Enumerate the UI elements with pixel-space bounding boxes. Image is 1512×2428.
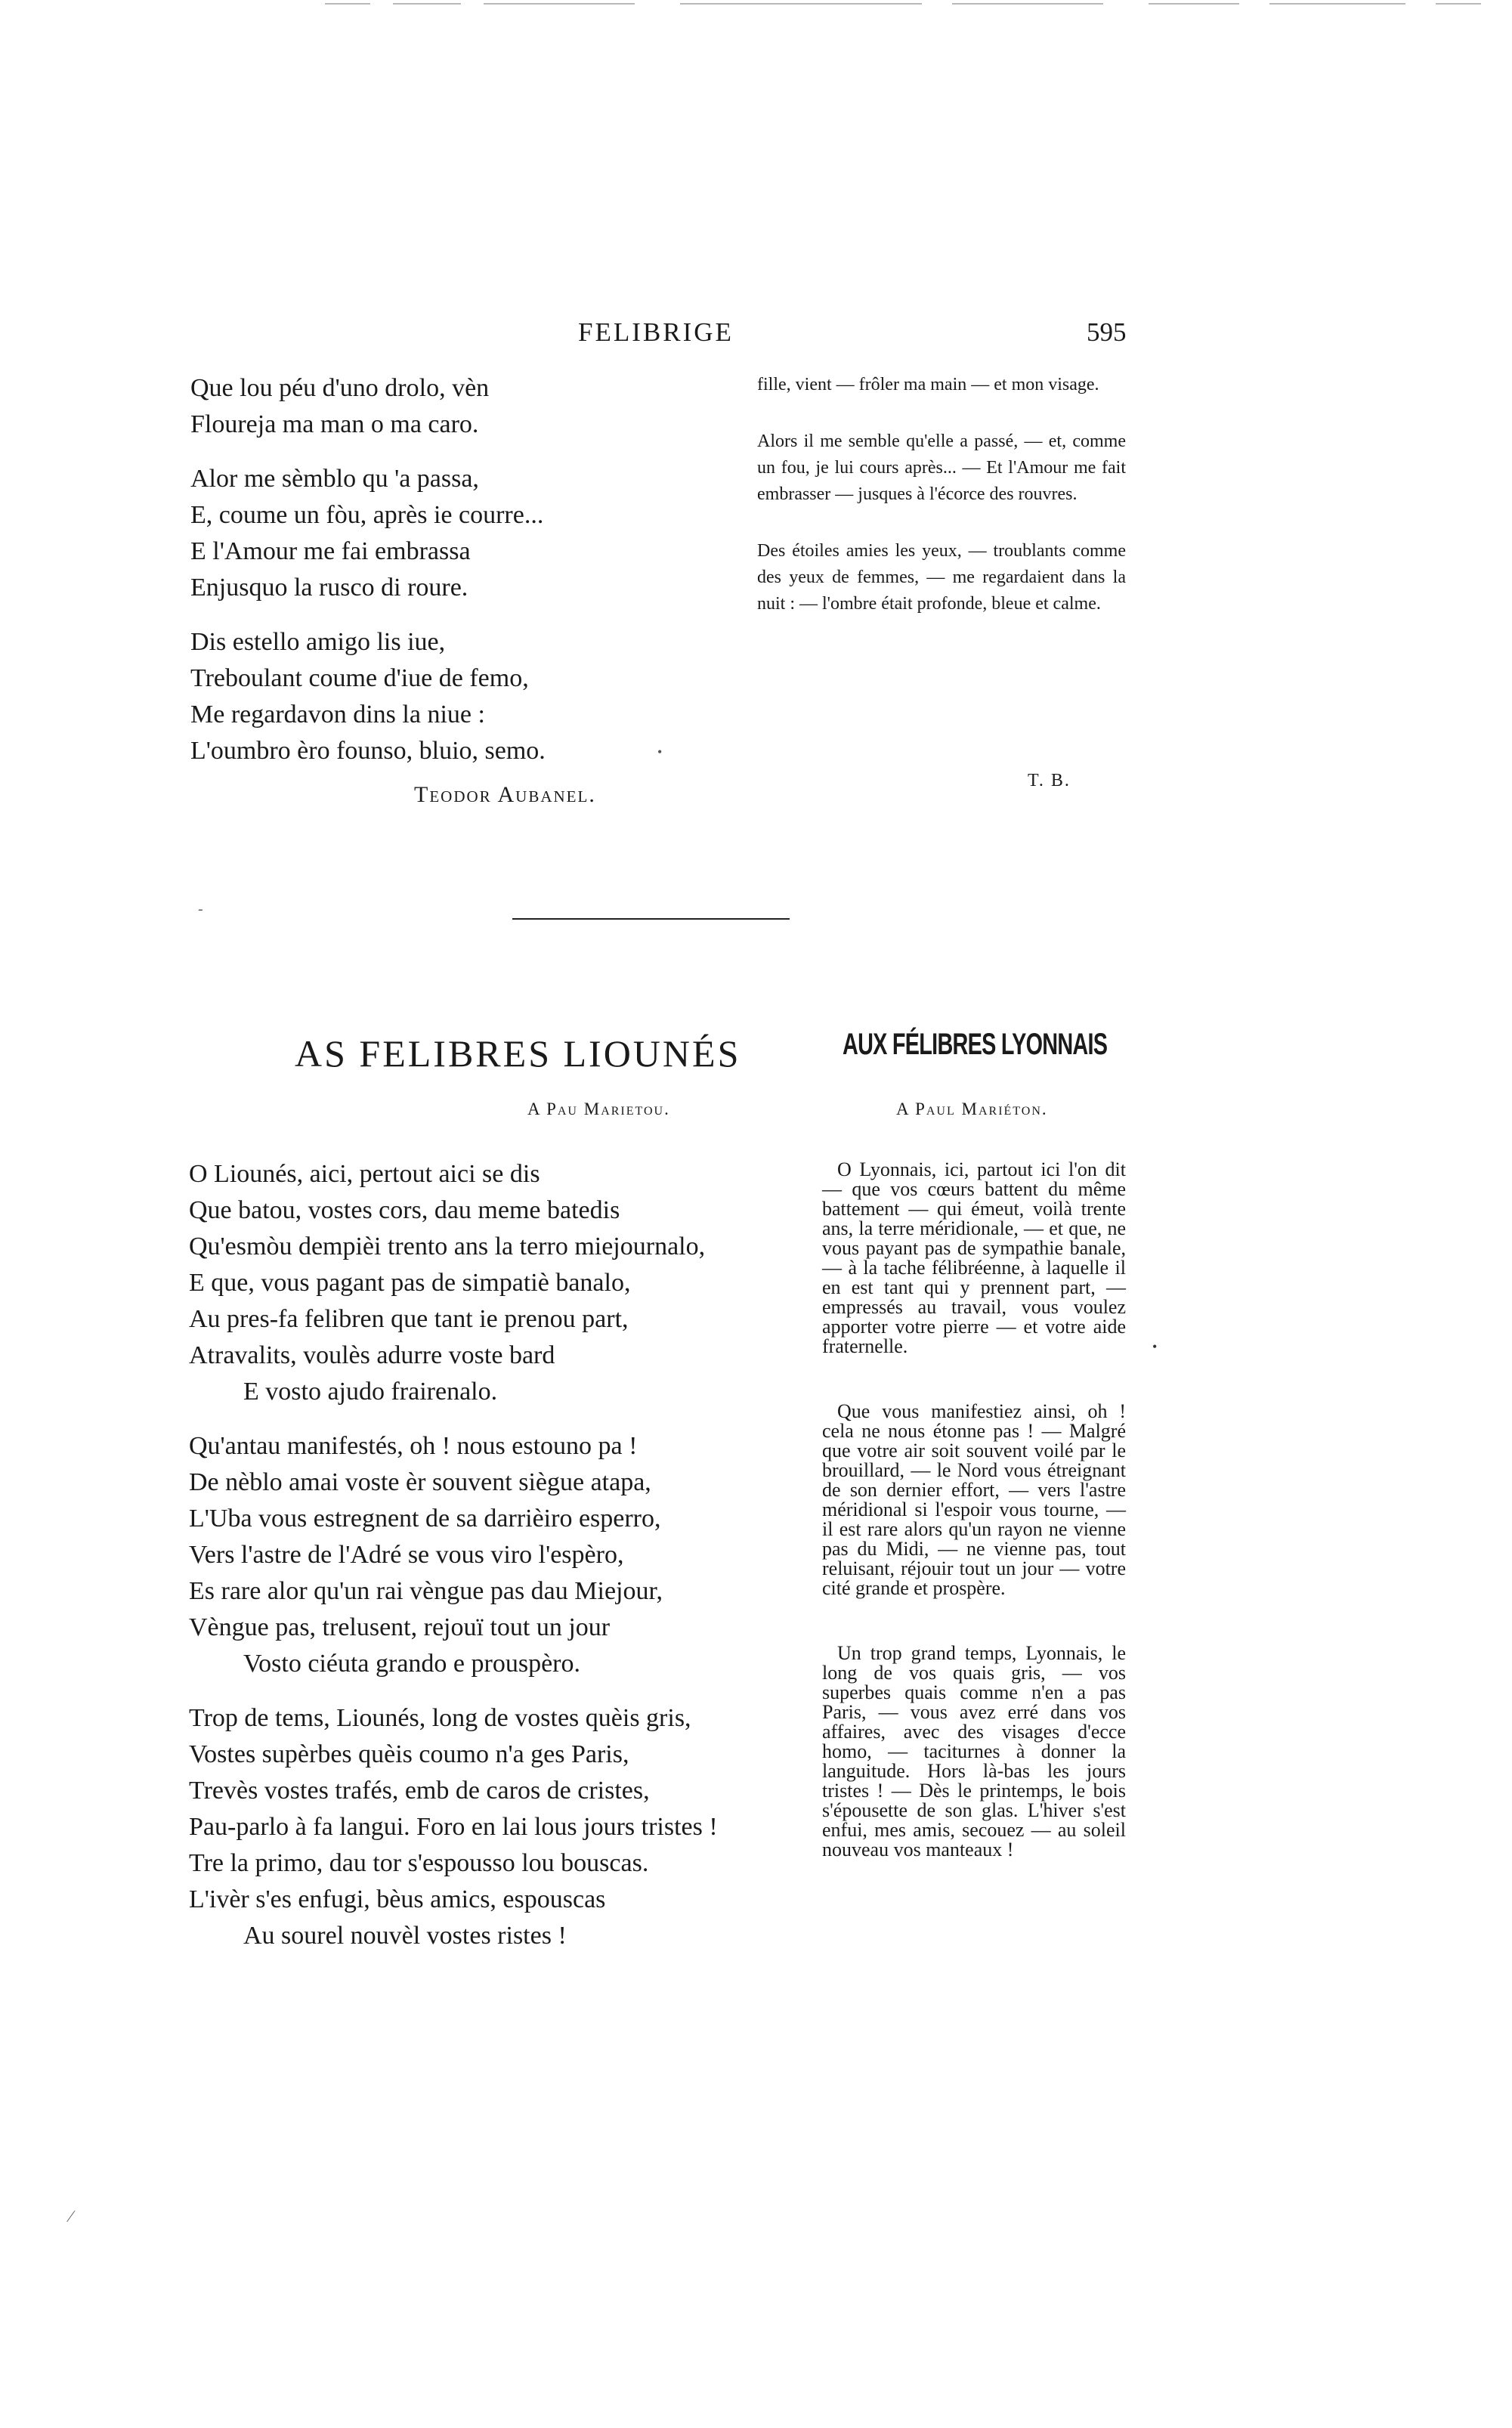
- translation-continuation: [757, 372, 1126, 617]
- verse-line: Que batou, vostes cors, dau meme batedis: [189, 1196, 620, 1224]
- stanza: [190, 624, 546, 769]
- verse-line: Que lou péu d'uno drolo, vèn: [190, 374, 490, 402]
- poem-body: [189, 1156, 718, 1972]
- verse-line: L'oumbro èro founso, bluio, semo.: [190, 737, 546, 765]
- translation-paragraph: O Lyonnais, ici, partout ici l'on dit — que vos cœurs battent du même battement — qui émeut, voilà trente ans, la terre méridionale, — et que, ne vous payant pas de sympathie banale, — à la tache félibréenne, à laquelle il en est tant qui y prennent part, — empressés au travail, vous voulez apporter votre pierre — et votre aide fraternelle.: [822, 1158, 1126, 1357]
- scan-artifact: [393, 3, 461, 5]
- translation-body: [822, 1160, 1126, 1860]
- stanza: [189, 1156, 718, 1410]
- scan-artifact: [1149, 3, 1239, 5]
- verse-line: L'ivèr s'es enfugi, bèus amics, espouscas: [189, 1885, 606, 1913]
- verse-line: Vosto ciéuta grando e prouspèro.: [243, 1650, 580, 1678]
- stanza: [189, 1700, 718, 1954]
- verse-line: Vers l'astre de l'Adré se vous viro l'espèro,: [189, 1541, 624, 1569]
- verse-line: Floureja ma man o ma caro.: [190, 410, 479, 438]
- stray-mark: •: [657, 744, 663, 759]
- stray-mark: •: [1152, 1339, 1158, 1354]
- translation-title: AUX FÉLIBRES LYONNAIS: [843, 1028, 1108, 1061]
- verse-line: Trevès vostes trafés, emb de caros de cristes,: [189, 1777, 650, 1805]
- verse-line: Pau-parlo à fa langui. Foro en lai lous jours tristes !: [189, 1813, 718, 1841]
- verse-line: Atravalits, voulès adurre voste bard: [189, 1341, 555, 1369]
- scan-artifact: [1269, 3, 1405, 5]
- verse-line: Vostes supèrbes quèis coumo n'a ges Paris,: [189, 1740, 629, 1768]
- section-divider: [512, 918, 790, 920]
- verse-line: Dis estello amigo lis iue,: [190, 628, 446, 656]
- verse-line: Trop de tems, Liounés, long de vostes quèis gris,: [189, 1704, 691, 1732]
- translation-signature: T. B.: [1028, 771, 1071, 790]
- scan-artifact: [484, 3, 635, 5]
- verse-line: Tre la primo, dau tor s'espousso lou bouscas.: [189, 1849, 649, 1877]
- verse-line: Enjusquo la rusco di roure.: [190, 574, 468, 602]
- stray-mark: ⁄: [70, 2207, 73, 2225]
- verse-line: Vèngue pas, trelusent, rejouï tout un jour: [189, 1613, 611, 1641]
- verse-line: Au pres-fa felibren que tant ie prenou part,: [189, 1305, 629, 1333]
- verse-line: E, coume un fòu, après ie courre...: [190, 501, 544, 529]
- stray-mark: ـ: [199, 901, 203, 914]
- verse-line: O Liounés, aici, pertout aici se dis: [189, 1160, 540, 1188]
- verse-line: Au sourel nouvèl vostes ristes !: [243, 1922, 567, 1950]
- translation-paragraph: Alors il me semble qu'elle a passé, — et, comme un fou, je lui cours après... — Et l'Amour me fait embrasser — jusques à l'écorce des rouvres.: [757, 431, 1126, 504]
- translation-paragraph: Des étoiles amies les yeux, — troublants comme des yeux de femmes, — me regardaient dans la nuit : — l'ombre était profonde, bleue et calme.: [757, 541, 1126, 614]
- translation-dedication: A Paul Mariéton.: [896, 1100, 1048, 1118]
- poem-signature: Teodor Aubanel.: [414, 782, 596, 807]
- verse-line: E l'Amour me fai embrassa: [190, 537, 471, 565]
- verse-line: Qu'esmòu dempièi trento ans la terro miejournalo,: [189, 1233, 706, 1260]
- scan-artifact: [952, 3, 1103, 5]
- page-number: 595: [1087, 317, 1127, 347]
- verse-line: Es rare alor qu'un rai vèngue pas dau Miejour,: [189, 1577, 663, 1605]
- stanza: [189, 1428, 718, 1682]
- poem-dedication: A Pau Marietou.: [527, 1100, 670, 1118]
- verse-line: E vosto ajudo frairenalo.: [243, 1378, 498, 1406]
- translation-paragraph: fille, vient — frôler ma main — et mon visage.: [757, 375, 1099, 394]
- stanza: [190, 461, 546, 606]
- verse-line: E que, vous pagant pas de simpatiè banalo,: [189, 1269, 631, 1297]
- scan-artifact: [680, 3, 922, 5]
- verse-line: Qu'antau manifestés, oh ! nous estouno pa !: [189, 1432, 638, 1460]
- verse-line: Me regardavon dins la niue :: [190, 701, 485, 728]
- poem-continuation: [190, 370, 546, 787]
- poem-title: AS FELIBRES LIOUNÉS: [295, 1032, 741, 1075]
- running-head: FELIBRIGE: [578, 317, 734, 347]
- verse-line: L'Uba vous estregnent de sa darrièiro esperro,: [189, 1505, 661, 1533]
- verse-line: Treboulant coume d'iue de femo,: [190, 664, 529, 692]
- verse-line: De nèblo amai voste èr souvent siègue atapa,: [189, 1468, 651, 1496]
- translation-paragraph: Que vous manifestiez ainsi, oh ! cela ne nous étonne pas ! — Malgré que votre air soit souvent voilé par le brouillard, — le Nord vous étreignant de son dernier effort, — vers l'astre méridional si l'espoir vous tourne, — il est rare alors qu'un rayon ne vienne pas du Midi, — ne vienne pas, tout reluisant, réjouir tout un jour — votre cité grande et prospère.: [822, 1400, 1126, 1599]
- scan-artifact: [325, 3, 370, 5]
- verse-line: Alor me sèmblo qu 'a passa,: [190, 465, 479, 493]
- translation-paragraph: Un trop grand temps, Lyonnais, le long de vos quais gris, — vos superbes quais comme n'en a pas Paris, — vous avez erré dans vos affaires, avec des visages d'ecce homo, — taciturnes à donner la languitude. Hors là-bas les jours tristes ! — Dès le printemps, le bois s'épousette de son glas. L'hiver s'est enfui, mes amis, secouez — au soleil nouveau vos manteaux !: [822, 1642, 1126, 1860]
- scan-artifact: [1436, 3, 1481, 5]
- stanza: [190, 370, 546, 443]
